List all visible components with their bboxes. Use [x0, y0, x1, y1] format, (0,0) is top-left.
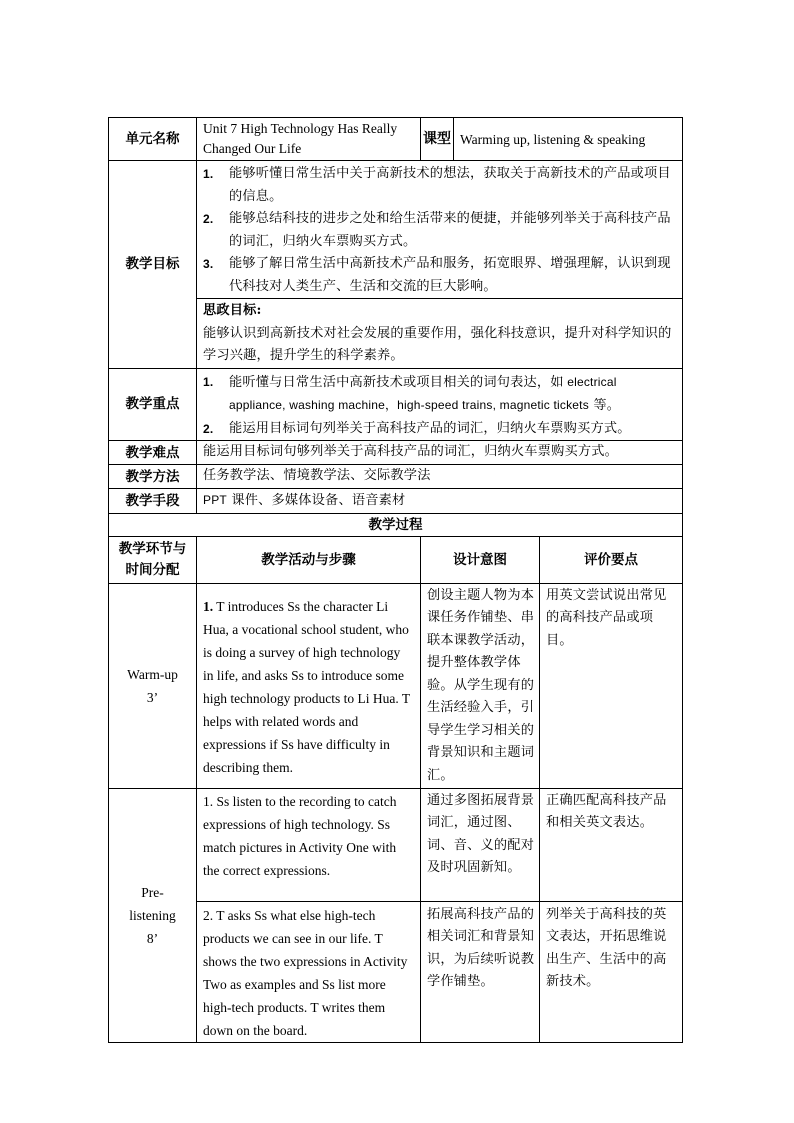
key-point-zh: 能听懂与日常生活中高新技术或项目相关的词句表达，如	[229, 374, 564, 390]
goals-row	[109, 161, 683, 299]
header-activity: 教学活动与步骤	[197, 536, 421, 583]
difficulty-label: 教学难点	[109, 441, 197, 465]
unit-value: Unit 7 High Technology Has Really Changed Our Life	[197, 118, 421, 161]
ideology-title: 思政目标:	[203, 303, 262, 318]
warmup-activity-cell	[197, 583, 421, 788]
type-label: 课型	[421, 118, 454, 161]
key-point-number: 2.	[203, 421, 214, 436]
warmup-time: 3’	[146, 689, 159, 705]
prelistening-intent: 通过多图拓展背景词汇，通过图、词、音、义的配对及时巩固新知。	[421, 788, 540, 901]
process-title: 教学过程	[109, 513, 683, 536]
warmup-stage: Warm-up	[127, 666, 178, 682]
difficulty-row	[109, 441, 683, 465]
key-point-en: electrical appliance, washing machine，high-speed trains, magnetic tickets	[229, 374, 617, 412]
prelistening-activity: 2. T asks Ss what else high-tech products we can see in our life. T shows the two expressions in Activity Two as examples and Ss list more high-tech products. T writes them down on the board.	[197, 901, 421, 1042]
method-row	[109, 465, 683, 489]
goal-number: 1.	[203, 167, 214, 181]
warmup-activity-number: 1.	[203, 598, 214, 614]
warmup-activity-text: T introduces Ss the character Li Hua, a vocational school student, who is doing a survey of high technology in life, and asks Ss to introduce some high technology products to Li Hua. T helps with related words and expressions if Ss have difficulty in describing them.	[203, 598, 410, 775]
unit-row	[109, 118, 683, 161]
prelistening-intent: 拓展高科技产品的相关词汇和背景知识，为后续听说教学作铺垫。	[421, 901, 540, 1042]
prelistening-stage: Pre-listening	[129, 884, 176, 923]
means-row	[109, 489, 683, 514]
process-header-row	[109, 536, 683, 583]
goal-text: 能够了解日常生活中高新技术产品和服务，拓宽眼界、增强理解，认识到现代科技对人类生产、生活和交流的巨大影响。	[229, 256, 671, 294]
key-point-text: 能运用目标词句列举关于高科技产品的词汇，归纳火车票购买方式。	[229, 420, 631, 436]
lesson-plan-sheet	[108, 117, 682, 1043]
goal-item	[203, 208, 676, 253]
method-text: 任务教学法、情境教学法、交际教学法	[197, 465, 683, 489]
prelistening-time: 8’	[146, 930, 159, 946]
key-point-item	[203, 418, 676, 441]
goal-number: 2.	[203, 212, 214, 226]
warmup-evaluation: 用英文尝试说出常见的高科技产品或项目。	[540, 583, 683, 788]
method-label: 教学方法	[109, 465, 197, 489]
key-point-end: 等。	[588, 398, 621, 413]
goal-text: 能够总结科技的进步之处和给生活带来的便捷，并能够列举关于高科技产品的词汇，归纳火车票购买方式。	[229, 211, 671, 249]
key-point-number: 1.	[203, 374, 214, 389]
prelistening-row	[109, 788, 683, 901]
means-text-zh: 课件、多媒体设备、语音素材	[226, 493, 406, 508]
key-points-list	[197, 368, 683, 441]
header-evaluation: 评价要点	[540, 536, 683, 583]
header-intent: 设计意图	[421, 536, 540, 583]
key-points-row	[109, 368, 683, 441]
means-label: 教学手段	[109, 489, 197, 514]
difficulty-text: 能运用目标词句够列举关于高科技产品的词汇，归纳火车票购买方式。	[197, 441, 683, 465]
prelistening-evaluation: 列举关于高科技的英文表达，开拓思维说出生产、生活中的高新技术。	[540, 901, 683, 1042]
unit-label: 单元名称	[109, 118, 197, 161]
ideology-cell	[197, 299, 683, 369]
prelistening-evaluation: 正确匹配高科技产品和相关英文表达。	[540, 788, 683, 901]
warmup-intent: 创设主题人物为本课任务作铺垫、串联本课教学活动，提升整体教学体验。从学生现有的生活经验入手，引导学生学习相关的背景知识和主题词汇。	[421, 583, 540, 788]
warmup-stage-cell	[109, 583, 197, 788]
prelistening-stage-cell	[109, 788, 197, 1042]
goals-label: 教学目标	[109, 161, 197, 369]
key-point-item	[203, 371, 676, 418]
goal-number: 3.	[203, 257, 214, 271]
goal-item	[203, 253, 676, 298]
prelistening-activity: 1. Ss listen to the recording to catch expressions of high technology. Ss match pictures in Activity One with the correct expressions.	[197, 788, 421, 901]
means-text	[197, 489, 683, 514]
process-title-row	[109, 513, 683, 536]
key-point-text	[229, 371, 676, 418]
goals-list	[197, 161, 683, 299]
ideology-text: 能够认识到高新技术对社会发展的重要作用，强化科技意识，提升对科学知识的学习兴趣，提升学生的科学素养。	[203, 325, 672, 363]
key-points-label: 教学重点	[109, 368, 197, 441]
header-stage: 教学环节与时间分配	[109, 536, 197, 583]
goal-item	[203, 163, 676, 208]
lesson-plan-table	[108, 117, 683, 1043]
type-value: Warming up, listening & speaking	[454, 118, 683, 161]
goal-text: 能够听懂日常生活中关于高新技术的想法，获取关于高新技术的产品或项目的信息。	[229, 166, 671, 204]
warmup-row	[109, 583, 683, 788]
means-text-en: PPT	[203, 493, 227, 507]
